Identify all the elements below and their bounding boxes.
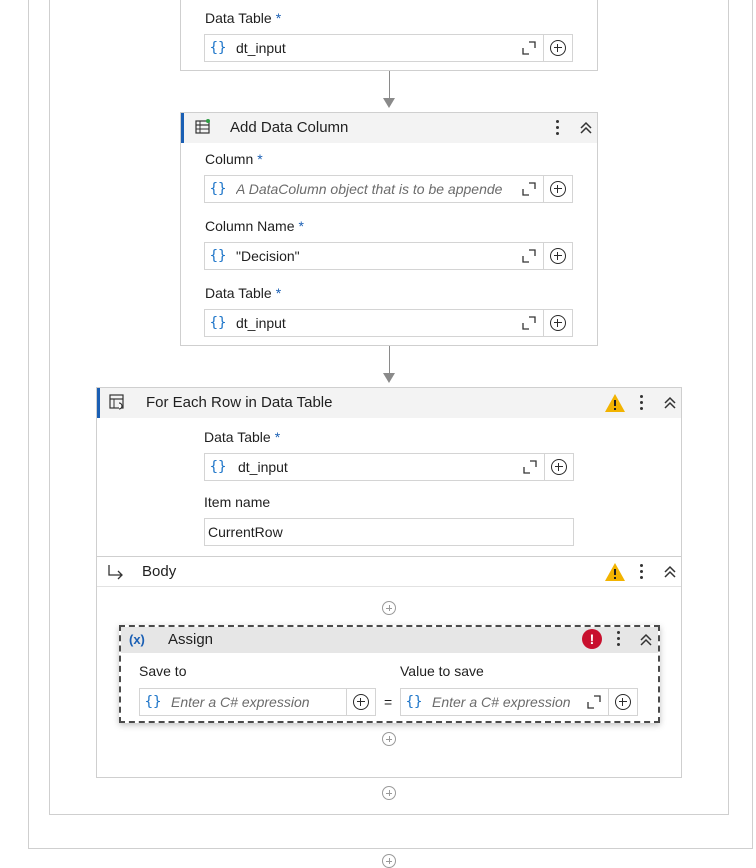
chevron-double-up-icon[interactable] [663,565,677,579]
expand-icon[interactable] [522,182,536,196]
more-vertical-icon[interactable] [556,120,560,138]
body-label: Body [142,563,177,580]
value-to-save-label: Value to save [400,663,484,679]
plus-circle-icon [550,181,566,197]
body-arrow-icon [107,564,125,580]
chevron-double-up-icon[interactable] [663,396,677,410]
data-table-field[interactable] [204,309,573,337]
for-each-icon [109,394,127,412]
more-vertical-icon[interactable] [640,395,644,413]
data-table-label: Data Table * [205,10,282,26]
plus-circle-icon [551,459,567,475]
data-table-input[interactable]: dt_input [236,315,286,331]
column-name-field[interactable] [204,242,573,270]
add-activity-plus-icon[interactable] [382,786,396,800]
column-name-input[interactable]: "Decision" [236,248,300,264]
column-label: Column * [205,151,263,167]
add-argument-button[interactable] [544,454,573,480]
arrow-head-icon [383,373,395,383]
data-table-value[interactable]: dt_input [236,40,286,56]
more-vertical-icon[interactable] [617,631,621,649]
for-each-row-title: For Each Row in Data Table [146,394,333,411]
column-name-label: Column Name * [205,218,304,234]
flow-connector [389,346,390,374]
data-table-field[interactable] [204,34,573,62]
column-input[interactable]: A DataColumn object that is to be appende [236,181,503,197]
save-to-input[interactable]: Enter a C# expression [171,694,310,710]
data-table-field[interactable] [204,453,574,481]
expression-icon: {} [209,459,227,475]
assign-header[interactable] [121,627,658,653]
expression-icon: {} [209,181,227,197]
arrow-head-icon [383,98,395,108]
table-icon [195,119,211,135]
plus-circle-icon [353,694,369,710]
warning-icon[interactable] [604,393,626,413]
expression-icon: {} [209,248,227,264]
chevron-double-up-icon[interactable] [639,633,653,647]
save-to-field[interactable] [139,688,376,716]
data-table-label: Data Table * [204,429,281,445]
body-divider-bottom [97,586,681,587]
expand-icon[interactable] [587,695,601,709]
add-activity-plus-icon[interactable] [382,854,396,868]
add-argument-button[interactable] [543,35,572,61]
add-activity-plus-icon[interactable] [382,601,396,615]
save-to-label: Save to [139,663,187,679]
add-argument-button[interactable] [543,310,572,336]
data-table-label: Data Table * [205,285,282,301]
flow-connector [389,71,390,99]
add-data-column-title: Add Data Column [230,119,349,136]
plus-circle-icon [550,315,566,331]
column-field[interactable] [204,175,573,203]
expand-icon[interactable] [522,41,536,55]
expand-icon[interactable] [523,460,537,474]
add-argument-button[interactable] [543,176,572,202]
item-name-label: Item name [204,494,271,510]
equals-sign: = [384,694,393,710]
expression-icon: {} [405,694,423,710]
add-argument-button[interactable] [543,243,572,269]
for-each-row-header[interactable] [97,388,681,418]
plus-circle-icon [550,248,566,264]
add-data-column-header[interactable] [181,113,597,143]
plus-circle-icon [615,694,631,710]
item-name-input[interactable]: CurrentRow [204,518,574,546]
expand-icon[interactable] [522,316,536,330]
expression-icon: {} [209,315,227,331]
value-to-save-field[interactable] [400,688,638,716]
variable-icon: (x) [129,632,145,647]
data-table-input[interactable]: dt_input [238,459,288,475]
add-activity-plus-icon[interactable] [382,732,396,746]
assign-title: Assign [168,631,214,648]
expand-icon[interactable] [522,249,536,263]
chevron-double-up-icon[interactable] [579,121,593,135]
more-vertical-icon[interactable] [640,564,644,582]
plus-circle-icon [550,40,566,56]
expression-icon: {} [144,694,162,710]
add-argument-button[interactable] [608,689,637,715]
body-header[interactable] [97,557,681,586]
expression-icon: {} [209,40,227,56]
warning-icon[interactable] [604,562,626,582]
value-to-save-input[interactable]: Enter a C# expression [432,694,571,710]
error-icon[interactable]: ! [582,629,602,649]
add-argument-button[interactable] [346,689,375,715]
